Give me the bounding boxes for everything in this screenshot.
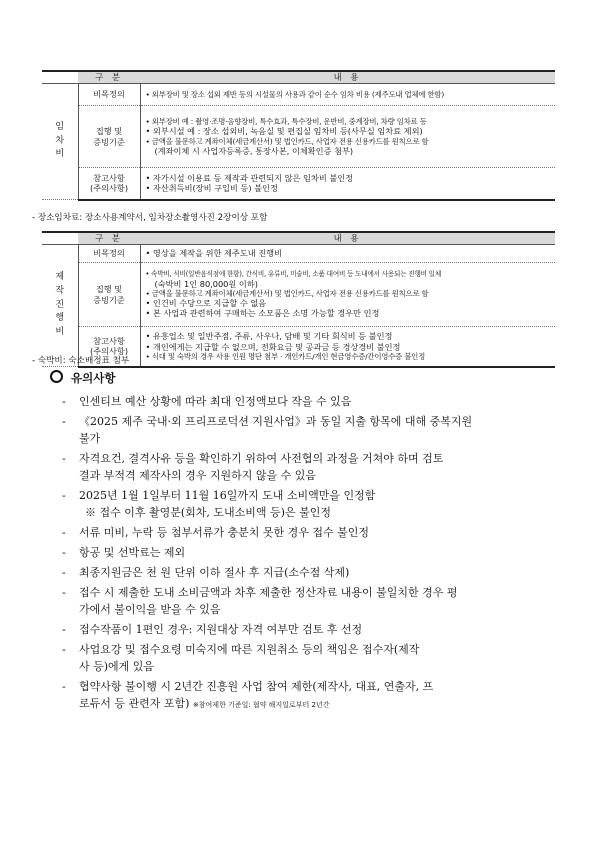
- row-label: 집행 및 증빙기준: [78, 106, 140, 168]
- row-content: • 외부장비 예 : 촬영·조명·음향장비, 특수효과, 특수장비, 운반비, 중계장비, 차량 임차료 등 • 외부시설 예 : 장소 섭외비, 녹음실 및 편집실 임차비 등(사무실 임차료 제외) • 금액을 불문하고 계좌이체(세금계산서) 및 법인카드, 사업자 전용 신용카드를 원칙으로 함 (계좌이체 시 사업자등록증, 통장사본, 이체확인증 첨부): [140, 106, 555, 168]
- row-label: 참고사항 (주의사항): [78, 168, 140, 200]
- circle-bullet-icon: [50, 370, 63, 383]
- row-content: • 외부장비 및 장소 섭외 제반 등의 시설물의 사용과 같이 순수 임차 비용 (제주도내 업체에 한함): [140, 84, 555, 106]
- list-item: - 협약사항 불이행 시 2년간 진흥원 사업 참여 제한(제작사, 대표, 연출자, 프 로듀서 등 관련자 포함) ※참여제한 기준일: 협약 해지일로부터 2년간: [62, 680, 434, 710]
- production-cost-table: [42, 231, 555, 368]
- row-content: • 자가시설 이용료 등 제작과 관련되지 않은 임차비 불인정 • 자산취득비(장비 구입비 등) 불인정: [140, 168, 555, 200]
- footnote: ※참여제한 기준일: 협약 해지일로부터 2년간: [192, 701, 330, 709]
- row-label: 비목정의: [78, 245, 140, 263]
- caution-list: [62, 393, 557, 717]
- list-item: - 인센티브 예산 상황에 따라 최대 인정액보다 작을 수 있음: [62, 395, 352, 408]
- list-item: - 최종지원금은 천 원 단위 이하 절사 후 지급(소수점 삭제): [62, 566, 350, 579]
- table-row: [42, 263, 555, 327]
- category-production: 제 작 진 행 비: [42, 245, 78, 367]
- table-row: [42, 168, 555, 200]
- row-content: • 숙박비, 식비(일반음식점에 한함), 간식비, 유류비, 미술비, 소품 대여비 등 도내에서 사용되는 진행비 일체 (숙박비 1인 80,000원 이하) • 금액을 불문하고 계좌이체(세금계산서) 및 법인카드, 사업자 전용 신용카드를 원칙으로 함 • 인건비 수당으로 지급할 수 없음 • 본 사업과 관련하여 구매하는 소모품은 소명 가능할 경우만 인정: [140, 263, 555, 327]
- rental-note: - 장소임차료: 장소사용계약서, 임차장소촬영사진 2장이상 포함: [32, 213, 268, 223]
- list-item: - 자격요건, 결격사유 등을 확인하기 위하여 사전협의 과정을 거쳐야 하며 검토 결과 부적격 제작사의 경우 지원하지 않을 수 있음: [62, 452, 444, 482]
- list-item: - 항공 및 선박료는 제외: [62, 546, 186, 559]
- list-item: - 《2025 제주 국내·외 프리프로덕션 지원사업》과 동일 지출 항목에 대해 중복지원 불가: [62, 415, 473, 445]
- table-row: [42, 84, 555, 106]
- row-label: 참고사항 (주의사항): [78, 327, 140, 367]
- table-row: [42, 245, 555, 263]
- list-item: - 접수 시 제출한 도내 소비금액과 차후 제출한 정산자료 내용이 불일치한 경우 평 가에서 불이익을 받을 수 있음: [62, 586, 458, 616]
- caution-heading: 유의사항: [50, 370, 115, 386]
- header-category: 구 분: [78, 71, 140, 84]
- table-header-row: [42, 232, 555, 245]
- list-item: - 2025년 1월 1일부터 11월 16일까지 도내 소비액만을 인정함 ※ 접수 이후 촬영분(회차, 도내소비액 등)은 불인정: [62, 489, 376, 519]
- header-content: 내 용: [140, 71, 555, 84]
- table-row: [42, 106, 555, 168]
- row-content: • 영상을 제작을 위한 제주도내 진행비: [140, 245, 555, 263]
- header-content: 내 용: [140, 232, 555, 245]
- category-rental: 임 차 비: [42, 84, 78, 200]
- production-note: - 숙박비: 숙소배정표 첨부: [32, 356, 130, 366]
- rental-cost-table: [42, 70, 555, 201]
- row-label: 집행 및 증빙기준: [78, 263, 140, 327]
- list-item: - 사업요강 및 접수요령 미숙지에 따른 지원취소 등의 책임은 접수자(제작 사 등)에게 있음: [62, 643, 420, 673]
- list-item: - 접수작품이 1편인 경우: 지원대상 자격 여부만 검토 후 선정: [62, 623, 363, 636]
- table-header-row: [42, 71, 555, 84]
- header-category: 구 분: [78, 232, 140, 245]
- row-label: 비목정의: [78, 84, 140, 106]
- list-item: - 서류 미비, 누락 등 첨부서류가 충분치 못한 경우 접수 불인정: [62, 526, 369, 539]
- row-content: • 유흥업소 및 일반주점, 주류, 사우나, 담배 및 기타 회식비 등 불인정 • 개인에게는 지급할 수 없으며, 전화요금 및 공과금 등 경상경비 불인정 • 식대 및 숙박의 경우 사용 인원 명단 첨부 · 개인카드/개인 현금영수증/간이영수증 불인정: [140, 327, 555, 367]
